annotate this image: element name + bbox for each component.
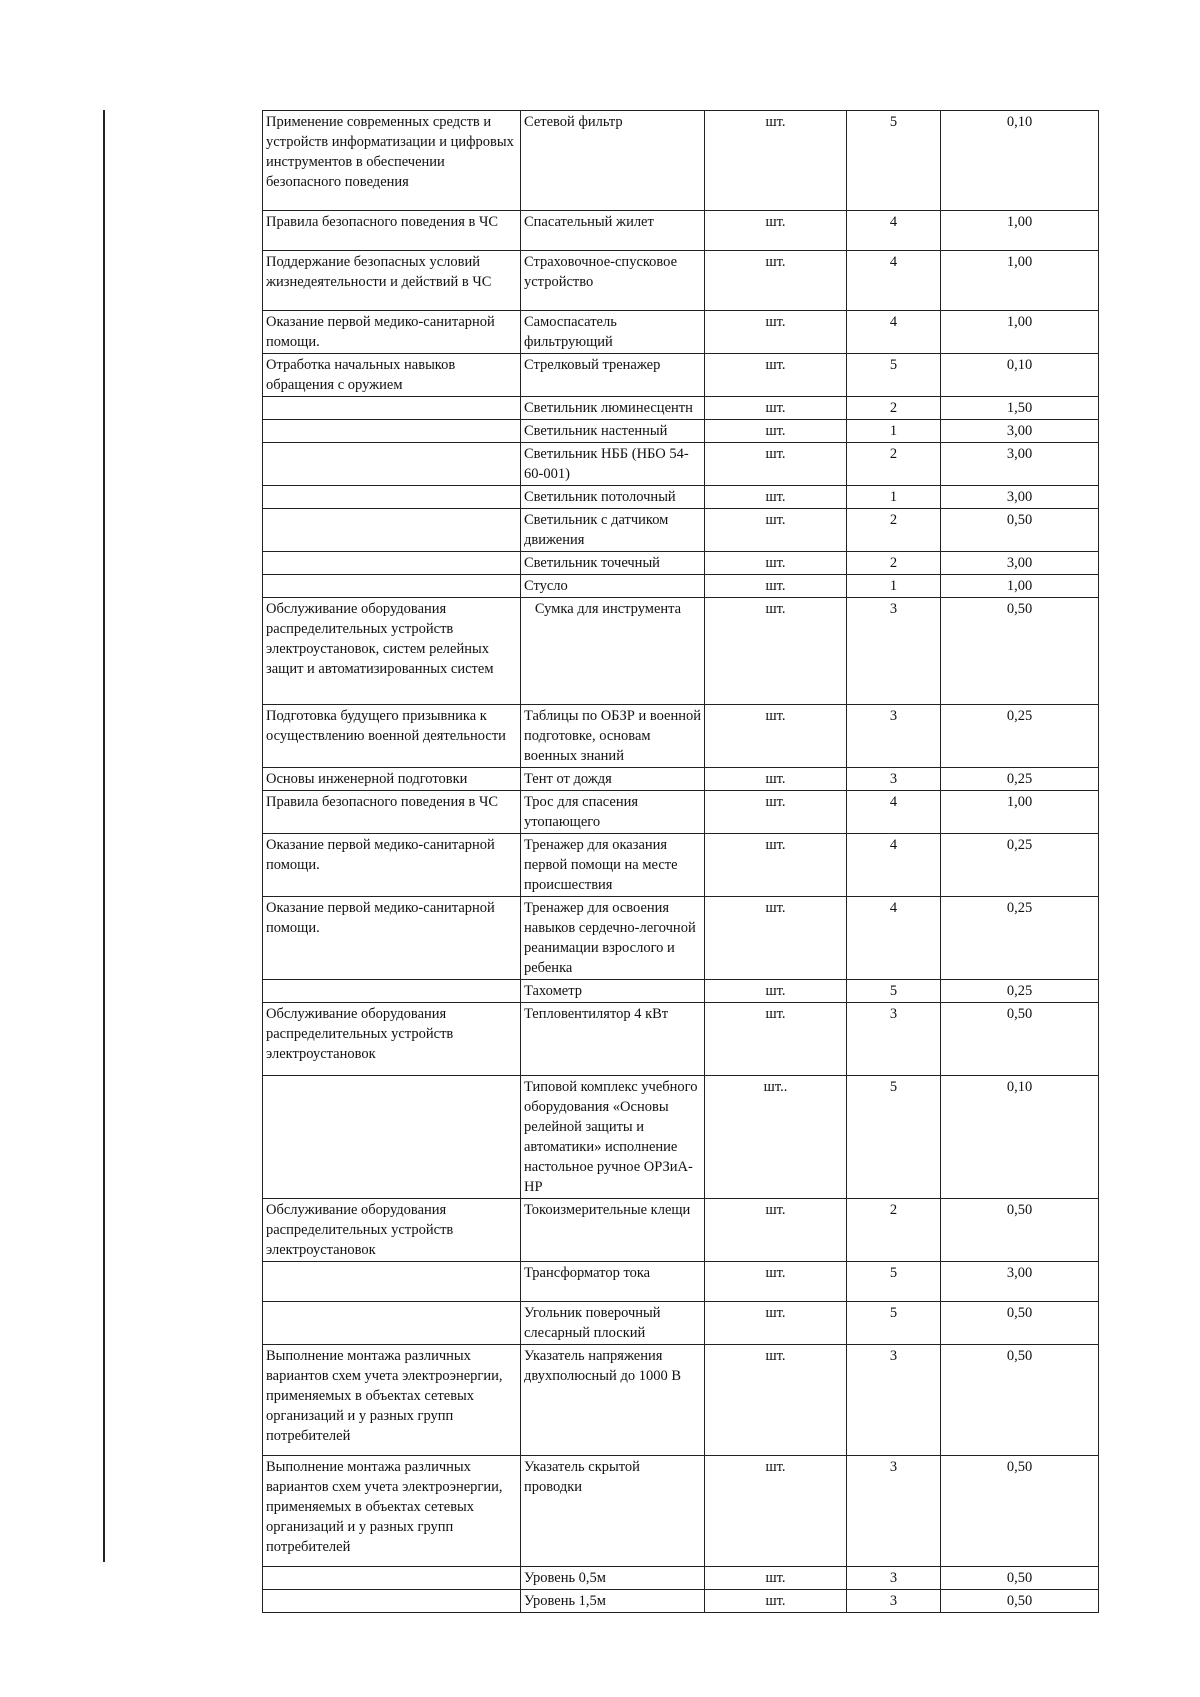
equipment-name-cell: Токоизмерительные клещи	[521, 1199, 705, 1262]
equipment-name-cell: Светильник потолочный	[521, 486, 705, 509]
unit-cell: шт.	[705, 443, 847, 486]
quantity-cell: 2	[847, 443, 941, 486]
work-area-cell	[263, 486, 521, 509]
work-area-cell	[263, 1302, 521, 1345]
work-area-cell: Подготовка будущего призывника к осуществлению военной деятельности	[263, 705, 521, 768]
table-row	[263, 1302, 1099, 1345]
equipment-name-cell: Указатель скрытой проводки	[521, 1456, 705, 1567]
equipment-name-cell: Тахометр	[521, 980, 705, 1003]
norm-cell: 0,50	[941, 1590, 1099, 1613]
work-area-cell: Применение современных средств и устройств информатизации и цифровых инструментов в обеспечении безопасного поведения	[263, 111, 521, 211]
quantity-cell: 2	[847, 552, 941, 575]
norm-cell: 1,00	[941, 791, 1099, 834]
work-area-cell: Оказание первой медико-санитарной помощи.	[263, 834, 521, 897]
unit-cell: шт.	[705, 420, 847, 443]
unit-cell: шт.	[705, 791, 847, 834]
norm-cell: 3,00	[941, 420, 1099, 443]
equipment-name-cell: Стрелковый тренажер	[521, 354, 705, 397]
work-area-cell: Оказание первой медико-санитарной помощи.	[263, 897, 521, 980]
norm-cell: 1,50	[941, 397, 1099, 420]
table-row	[263, 1345, 1099, 1456]
unit-cell: шт.	[705, 705, 847, 768]
quantity-cell: 4	[847, 791, 941, 834]
unit-cell: шт.	[705, 1262, 847, 1302]
equipment-name-cell: Сумка для инструмента	[521, 598, 705, 705]
equipment-name-cell: Спасательный жилет	[521, 211, 705, 251]
work-area-cell	[263, 420, 521, 443]
equipment-name-cell: Тепловентилятор 4 кВт	[521, 1003, 705, 1076]
equipment-table	[262, 110, 1099, 1613]
unit-cell: шт..	[705, 1076, 847, 1199]
quantity-cell: 2	[847, 1199, 941, 1262]
norm-cell: 0,50	[941, 598, 1099, 705]
quantity-cell: 5	[847, 1262, 941, 1302]
equipment-name-cell: Светильник с датчиком движения	[521, 509, 705, 552]
table-row	[263, 486, 1099, 509]
quantity-cell: 3	[847, 1567, 941, 1590]
quantity-cell: 4	[847, 834, 941, 897]
norm-cell: 0,25	[941, 768, 1099, 791]
unit-cell: шт.	[705, 1302, 847, 1345]
quantity-cell: 3	[847, 598, 941, 705]
left-margin-line	[103, 110, 105, 1562]
equipment-name-cell: Светильник НББ (НБО 54-60-001)	[521, 443, 705, 486]
unit-cell: шт.	[705, 598, 847, 705]
norm-cell: 1,00	[941, 251, 1099, 311]
quantity-cell: 1	[847, 420, 941, 443]
work-area-cell: Основы инженерной подготовки	[263, 768, 521, 791]
norm-cell: 0,50	[941, 1003, 1099, 1076]
norm-cell: 0,10	[941, 1076, 1099, 1199]
unit-cell: шт.	[705, 354, 847, 397]
norm-cell: 0,50	[941, 1567, 1099, 1590]
unit-cell: шт.	[705, 897, 847, 980]
work-area-cell: Отработка начальных навыков обращения с оружием	[263, 354, 521, 397]
unit-cell: шт.	[705, 509, 847, 552]
equipment-name-cell: Сетевой фильтр	[521, 111, 705, 211]
table-row	[263, 354, 1099, 397]
equipment-name-cell: Страховочное-спусковое устройство	[521, 251, 705, 311]
norm-cell: 0,25	[941, 897, 1099, 980]
work-area-cell	[263, 509, 521, 552]
quantity-cell: 1	[847, 575, 941, 598]
table-row	[263, 1262, 1099, 1302]
equipment-name-cell: Стусло	[521, 575, 705, 598]
table-row	[263, 598, 1099, 705]
quantity-cell: 4	[847, 211, 941, 251]
equipment-name-cell: Трансформатор тока	[521, 1262, 705, 1302]
equipment-name-cell: Уровень 0,5м	[521, 1567, 705, 1590]
norm-cell: 0,25	[941, 834, 1099, 897]
norm-cell: 0,50	[941, 1302, 1099, 1345]
work-area-cell: Оказание первой медико-санитарной помощи.	[263, 311, 521, 354]
norm-cell: 1,00	[941, 575, 1099, 598]
work-area-cell: Выполнение монтажа различных вариантов схем учета электроэнергии, применяемых в объектах сетевых организаций и у разных групп потребителей	[263, 1456, 521, 1567]
work-area-cell	[263, 980, 521, 1003]
work-area-cell	[263, 1262, 521, 1302]
equipment-name-cell: Светильник точечный	[521, 552, 705, 575]
table-row	[263, 509, 1099, 552]
norm-cell: 0,50	[941, 1345, 1099, 1456]
unit-cell: шт.	[705, 311, 847, 354]
equipment-name-cell: Трос для спасения утопающего	[521, 791, 705, 834]
work-area-cell	[263, 1567, 521, 1590]
norm-cell: 0,25	[941, 705, 1099, 768]
work-area-cell: Обслуживание оборудования распределительных устройств электроустановок, систем релейных защит и автоматизированных систем	[263, 598, 521, 705]
quantity-cell: 5	[847, 111, 941, 211]
quantity-cell: 3	[847, 705, 941, 768]
table-row	[263, 1199, 1099, 1262]
table-row	[263, 552, 1099, 575]
norm-cell: 1,00	[941, 211, 1099, 251]
norm-cell: 0,10	[941, 354, 1099, 397]
norm-cell: 3,00	[941, 443, 1099, 486]
unit-cell: шт.	[705, 397, 847, 420]
table-row	[263, 897, 1099, 980]
quantity-cell: 3	[847, 1345, 941, 1456]
work-area-cell	[263, 443, 521, 486]
unit-cell: шт.	[705, 1590, 847, 1613]
table-row	[263, 420, 1099, 443]
equipment-name-cell: Светильник люминесцентн	[521, 397, 705, 420]
unit-cell: шт.	[705, 211, 847, 251]
equipment-name-cell: Угольник поверочный слесарный плоский	[521, 1302, 705, 1345]
unit-cell: шт.	[705, 111, 847, 211]
unit-cell: шт.	[705, 1456, 847, 1567]
table-row	[263, 1590, 1099, 1613]
quantity-cell: 3	[847, 1456, 941, 1567]
table-row	[263, 768, 1099, 791]
equipment-name-cell: Указатель напряжения двухполюсный до 1000 В	[521, 1345, 705, 1456]
equipment-name-cell: Таблицы по ОБЗР и военной подготовке, основам военных знаний	[521, 705, 705, 768]
work-area-cell: Обслуживание оборудования распределительных устройств электроустановок	[263, 1003, 521, 1076]
norm-cell: 3,00	[941, 486, 1099, 509]
quantity-cell: 3	[847, 1590, 941, 1613]
unit-cell: шт.	[705, 1003, 847, 1076]
equipment-name-cell: Тент от дождя	[521, 768, 705, 791]
table-row	[263, 1456, 1099, 1567]
equipment-name-cell: Уровень 1,5м	[521, 1590, 705, 1613]
unit-cell: шт.	[705, 251, 847, 311]
quantity-cell: 2	[847, 509, 941, 552]
table-row	[263, 791, 1099, 834]
quantity-cell: 3	[847, 768, 941, 791]
table-row	[263, 705, 1099, 768]
norm-cell: 0,50	[941, 1199, 1099, 1262]
table-row	[263, 211, 1099, 251]
table-row	[263, 397, 1099, 420]
work-area-cell: Поддержание безопасных условий жизнедеятельности и действий в ЧС	[263, 251, 521, 311]
norm-cell: 1,00	[941, 311, 1099, 354]
quantity-cell: 4	[847, 897, 941, 980]
work-area-cell	[263, 1590, 521, 1613]
quantity-cell: 5	[847, 1076, 941, 1199]
norm-cell: 0,50	[941, 1456, 1099, 1567]
quantity-cell: 2	[847, 397, 941, 420]
unit-cell: шт.	[705, 1567, 847, 1590]
equipment-name-cell: Светильник настенный	[521, 420, 705, 443]
table-row	[263, 111, 1099, 211]
norm-cell: 0,50	[941, 509, 1099, 552]
norm-cell: 0,10	[941, 111, 1099, 211]
quantity-cell: 5	[847, 980, 941, 1003]
table-row	[263, 575, 1099, 598]
work-area-cell	[263, 575, 521, 598]
unit-cell: шт.	[705, 575, 847, 598]
quantity-cell: 4	[847, 251, 941, 311]
work-area-cell	[263, 397, 521, 420]
work-area-cell	[263, 1076, 521, 1199]
table-row	[263, 1003, 1099, 1076]
work-area-cell	[263, 552, 521, 575]
equipment-name-cell: Тренажер для освоения навыков сердечно-легочной реанимации взрослого и ребенка	[521, 897, 705, 980]
unit-cell: шт.	[705, 768, 847, 791]
quantity-cell: 5	[847, 354, 941, 397]
table-row	[263, 443, 1099, 486]
unit-cell: шт.	[705, 980, 847, 1003]
work-area-cell: Обслуживание оборудования распределительных устройств электроустановок	[263, 1199, 521, 1262]
unit-cell: шт.	[705, 486, 847, 509]
quantity-cell: 3	[847, 1003, 941, 1076]
norm-cell: 3,00	[941, 1262, 1099, 1302]
norm-cell: 3,00	[941, 552, 1099, 575]
norm-cell: 0,25	[941, 980, 1099, 1003]
equipment-name-cell: Типовой комплекс учебного оборудования «Основы релейной защиты и автоматики» исполнение настольное ручное ОРЗиА-НР	[521, 1076, 705, 1199]
work-area-cell: Правила безопасного поведения в ЧС	[263, 211, 521, 251]
table-row	[263, 834, 1099, 897]
unit-cell: шт.	[705, 1199, 847, 1262]
unit-cell: шт.	[705, 1345, 847, 1456]
work-area-cell: Правила безопасного поведения в ЧС	[263, 791, 521, 834]
table-row	[263, 311, 1099, 354]
table-row	[263, 1567, 1099, 1590]
quantity-cell: 1	[847, 486, 941, 509]
quantity-cell: 4	[847, 311, 941, 354]
unit-cell: шт.	[705, 834, 847, 897]
equipment-name-cell: Самоспасатель фильтрующий	[521, 311, 705, 354]
table-row	[263, 1076, 1099, 1199]
unit-cell: шт.	[705, 552, 847, 575]
equipment-name-cell: Тренажер для оказания первой помощи на месте происшествия	[521, 834, 705, 897]
quantity-cell: 5	[847, 1302, 941, 1345]
work-area-cell: Выполнение монтажа различных вариантов схем учета электроэнергии, применяемых в объектах сетевых организаций и у разных групп потребителей	[263, 1345, 521, 1456]
table-row	[263, 251, 1099, 311]
table-row	[263, 980, 1099, 1003]
